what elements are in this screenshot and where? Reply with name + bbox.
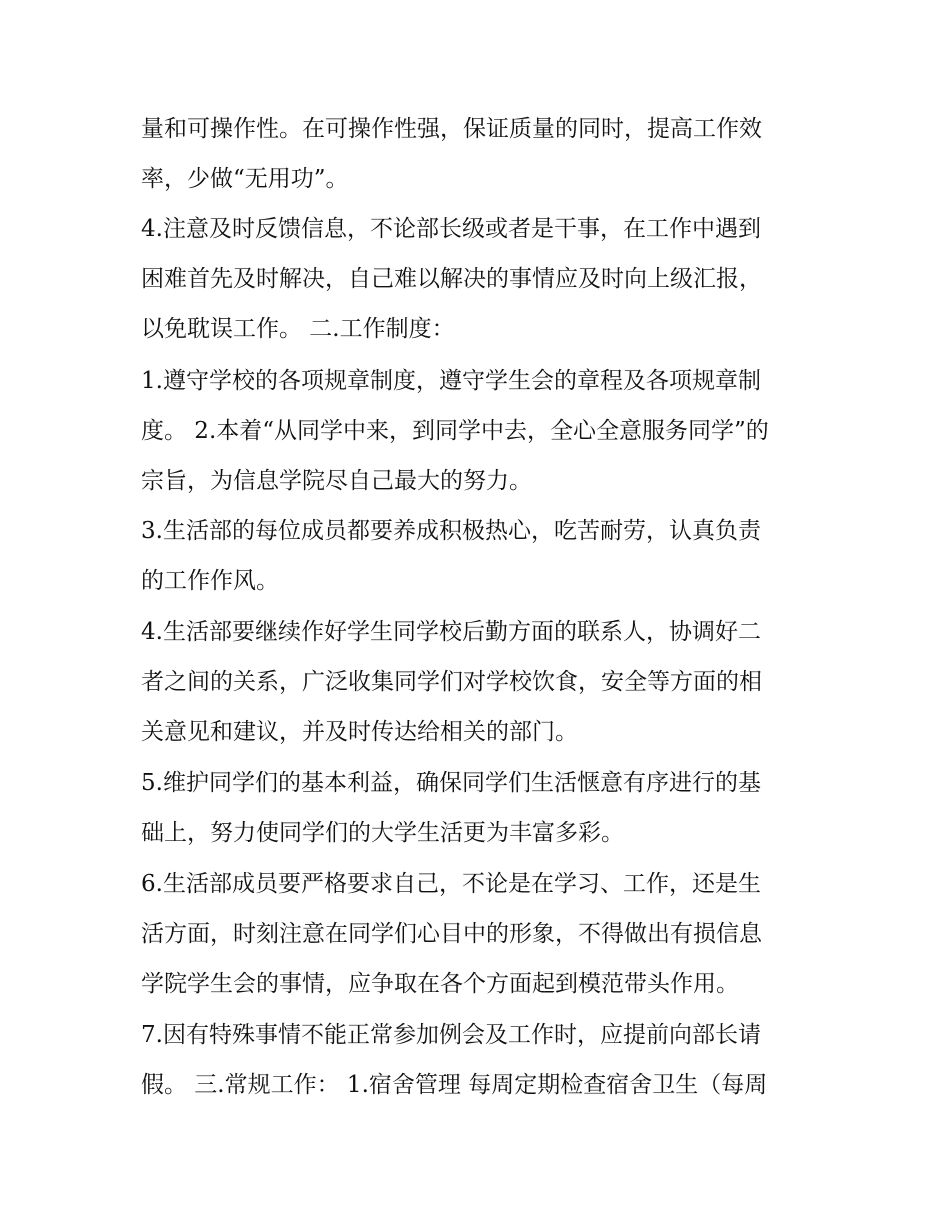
text-line: 度。 2.本着“从同学中来，到同学中去，全心全意服务同学”的 bbox=[141, 418, 769, 444]
text-line: 关意见和建议，并及时传达给相关的部门。 bbox=[141, 719, 578, 745]
text-line: 活方面，时刻注意在同学们心目中的形象，不得做出有损信息 bbox=[141, 921, 762, 947]
text-line: 量和可操作性。在可操作性强，保证质量的同时，提高工作效 bbox=[141, 116, 762, 142]
text-line: 率，少做“无用功”。 bbox=[141, 166, 349, 192]
text-line: 学院学生会的事情，应争取在各个方面起到模范带头作用。 bbox=[141, 971, 739, 997]
text-line: 以免耽误工作。 二.工作制度： bbox=[141, 316, 455, 342]
text-line: 假。 三.常规工作： 1.宿舍管理 每周定期检查宿舍卫生（每周 bbox=[141, 1072, 768, 1098]
text-line: 5.维护同学们的基本利益，确保同学们生活惬意有序进行的基 bbox=[141, 770, 761, 796]
text-line: 础上，努力使同学们的大学生活更为丰富多彩。 bbox=[141, 820, 624, 846]
text-line: 宗旨，为信息学院尽自己最大的努力。 bbox=[141, 468, 532, 494]
text-line: 6.生活部成员要严格要求自己，不论是在学习、工作，还是生 bbox=[141, 871, 761, 897]
text-line: 的工作作风。 bbox=[141, 568, 279, 594]
text-line: 7.因有特殊事情不能正常参加例会及工作时，应提前向部长请 bbox=[141, 1022, 761, 1048]
text-line: 1.遵守学校的各项规章制度，遵守学生会的章程及各项规章制 bbox=[141, 368, 761, 394]
text-line: 4.注意及时反馈信息，不论部长级或者是干事，在工作中遇到 bbox=[141, 216, 761, 242]
text-line: 者之间的关系，广泛收集同学们对学校饮食，安全等方面的相 bbox=[141, 669, 762, 695]
text-line: 困难首先及时解决，自己难以解决的事情应及时向上级汇报， bbox=[141, 266, 762, 292]
text-line: 3.生活部的每位成员都要养成积极热心，吃苦耐劳，认真负责 bbox=[141, 518, 761, 544]
text-line: 4.生活部要继续作好学生同学校后勤方面的联系人，协调好二 bbox=[141, 619, 761, 645]
